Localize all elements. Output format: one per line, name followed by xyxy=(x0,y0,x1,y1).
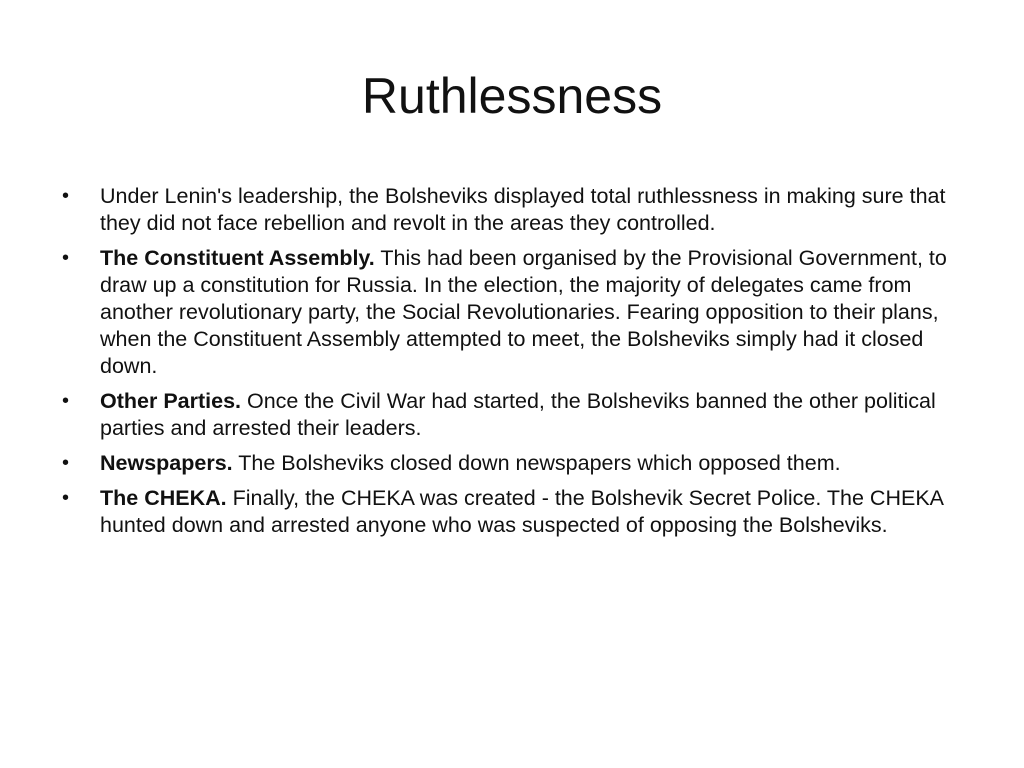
bullet-dot-icon: • xyxy=(62,185,70,207)
bullet-text: Under Lenin's leadership, the Bolsheviks displayed total ruthlessness in making sure that they did not face rebellion and revolt in the areas they controlled. xyxy=(100,184,946,235)
slide-title: Ruthlessness xyxy=(361,68,663,124)
bullet-dot-icon: • xyxy=(62,247,70,269)
bullet-dot-icon: • xyxy=(62,487,70,509)
bullet-list xyxy=(62,183,962,547)
bullet-item-other-parties xyxy=(62,388,962,442)
bullet-lead: Other Parties. xyxy=(100,389,241,413)
bullet-dot-icon: • xyxy=(62,390,70,412)
bullet-text: This had been organised by the Provisional Government, to draw up a constitution for Russia. In the election, the majority of delegates came from another revolutionary party, the Social Revolutionaries. Fearing opposition to their plans, when the Constituent Assembly attempted to meet, the Bolsheviks simply had it closed down. xyxy=(100,246,947,378)
bullet-text: Once the Civil War had started, the Bolsheviks banned the other political parties and arrested their leaders. xyxy=(100,389,936,440)
bullet-lead: The CHEKA. xyxy=(100,486,227,510)
bullet-lead: Newspapers. xyxy=(100,451,233,475)
bullet-lead: The Constituent Assembly. xyxy=(100,246,375,270)
bullet-text: Finally, the CHEKA was created - the Bolshevik Secret Police. The CHEKA hunted down and arrested anyone who was suspected of opposing the Bolsheviks. xyxy=(100,486,943,537)
bullet-item-intro xyxy=(62,183,962,237)
bullet-dot-icon: • xyxy=(62,452,70,474)
bullet-item-constituent-assembly xyxy=(62,245,962,380)
bullet-item-cheka xyxy=(62,485,962,539)
bullet-item-newspapers xyxy=(62,450,962,477)
bullet-text: The Bolsheviks closed down newspapers which opposed them. xyxy=(232,451,841,475)
